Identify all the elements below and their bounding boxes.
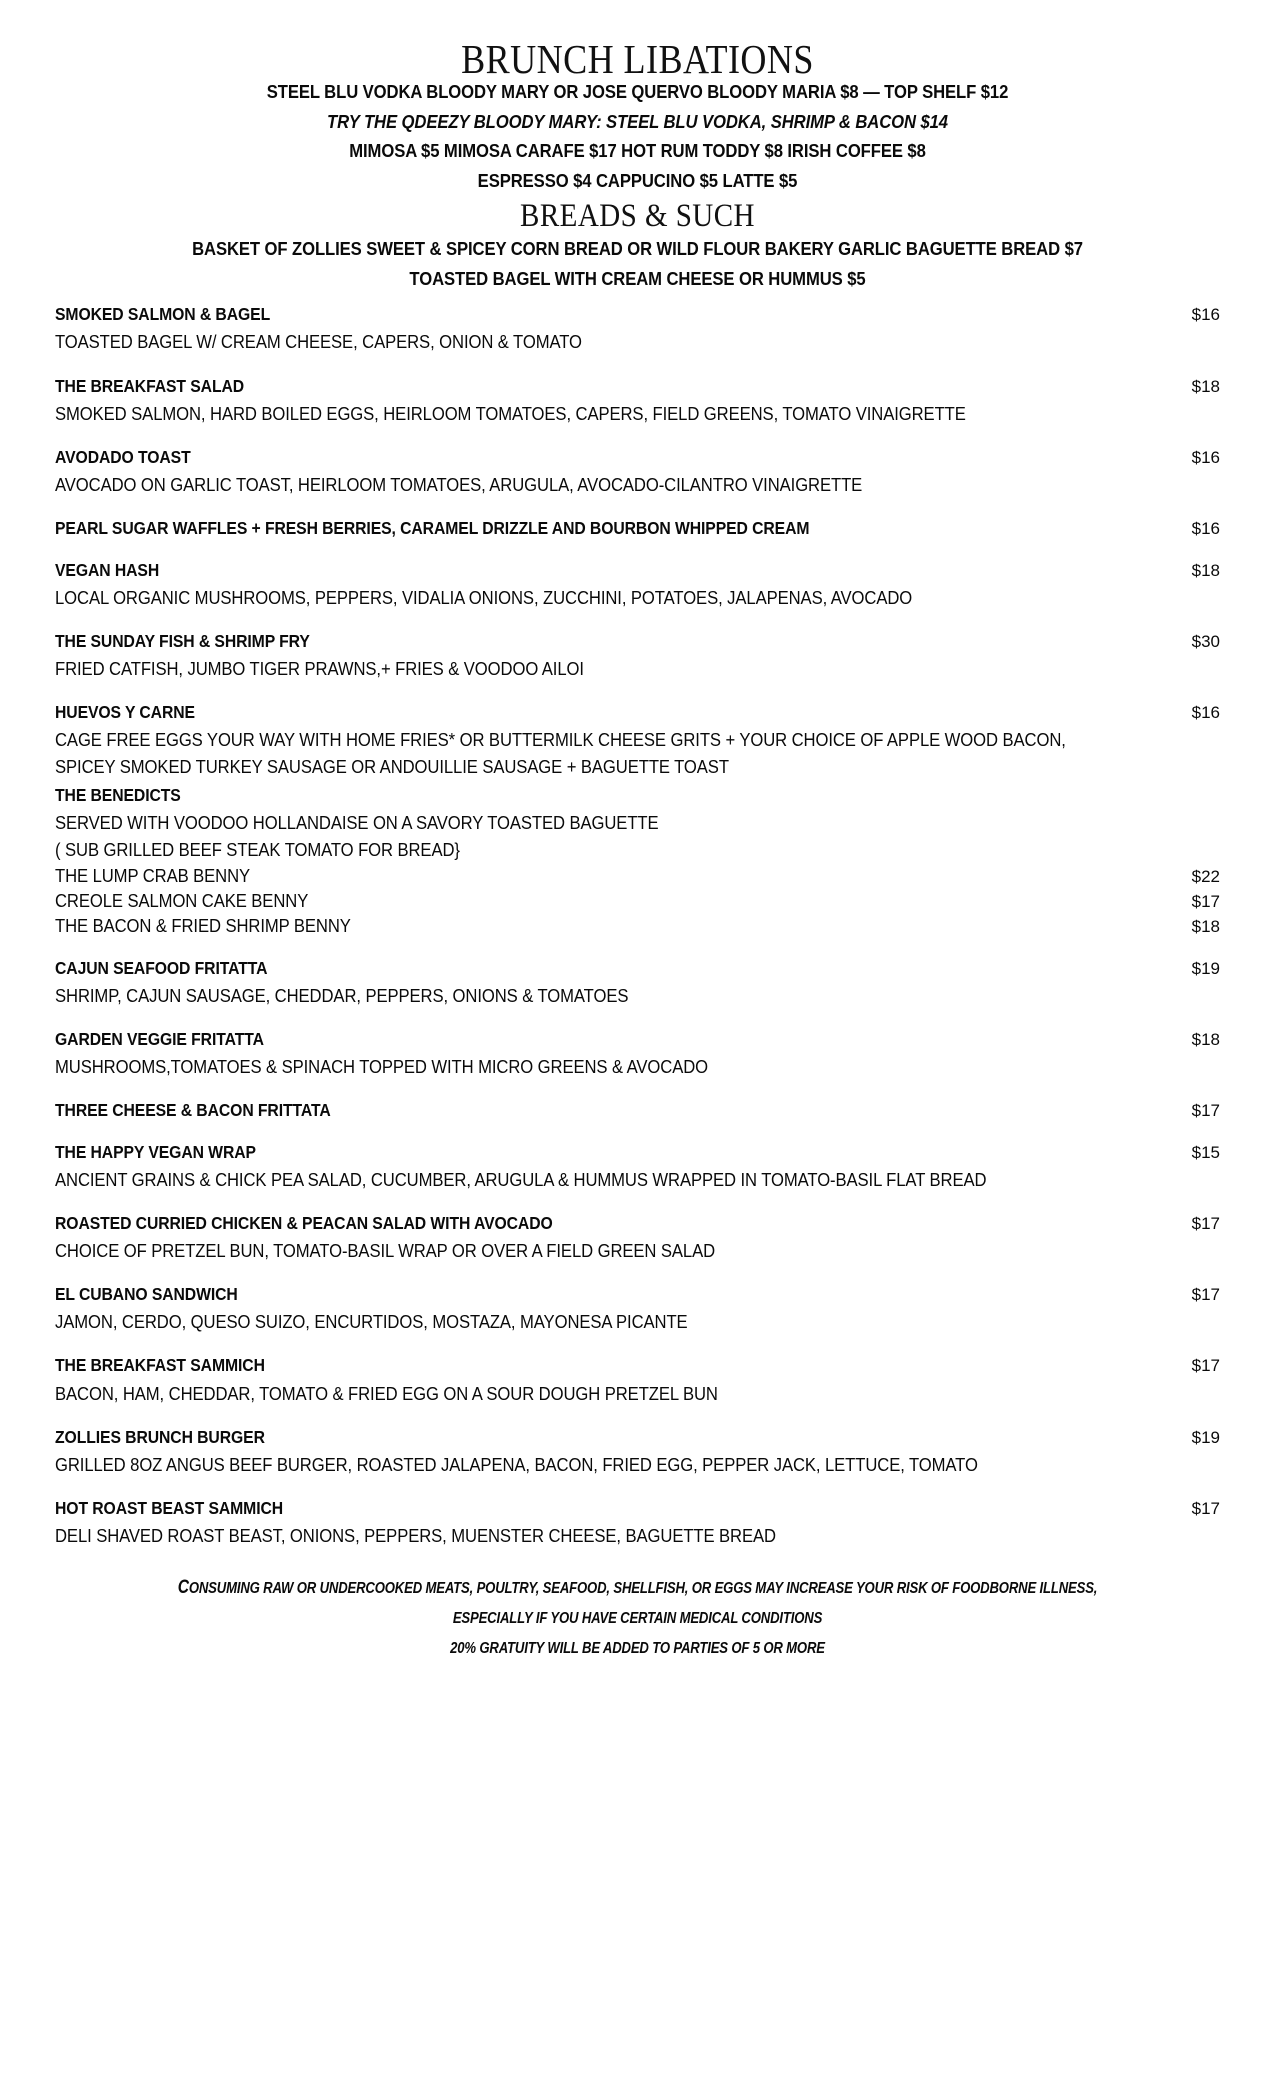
menu-item[interactable]	[55, 958, 1220, 1008]
disclaimer-lead-cap: C	[177, 1576, 189, 1598]
menu-item[interactable]	[55, 1284, 1220, 1334]
menu-item-name: HOT ROAST BEAST SAMMICH	[55, 1497, 284, 1518]
menu-item-price: $19	[1191, 1427, 1220, 1447]
menu-item-description: SMOKED SALMON, HARD BOILED EGGS, HEIRLOOM TOMATOES, CAPERS, FIELD GREENS, TOMATO VINAIGRETTE	[55, 402, 966, 424]
libation-line-espresso: ESPRESSO $4 CAPPUCINO $5 LATTE $5	[477, 169, 798, 191]
menu-item-header	[55, 518, 1220, 539]
menu-item-name: VEGAN HASH	[55, 559, 160, 580]
menu-item[interactable]	[55, 1100, 1220, 1121]
menu-item-price: $16	[1191, 702, 1220, 722]
menu-item[interactable]	[55, 518, 1220, 539]
menu-item-header	[55, 958, 1220, 979]
menu-item-description: AVOCADO ON GARLIC TOAST, HEIRLOOM TOMATOES, ARUGULA, AVOCADO-CILANTRO VINAIGRETTE	[55, 473, 863, 495]
menu-item-name: PEARL SUGAR WAFFLES + FRESH BERRIES, CARAMEL DRIZZLE AND BOURBON WHIPPED CREAM	[55, 517, 810, 538]
menu-item-price: $18	[1191, 560, 1220, 580]
menu-item[interactable]	[55, 447, 1220, 497]
benedict-option-price: $18	[1191, 916, 1220, 936]
benedicts-description: SERVED WITH VOODOO HOLLANDAISE ON A SAVORY TOASTED BAGUETTE	[55, 811, 659, 833]
benedict-option-row[interactable]	[55, 890, 1220, 912]
menu-item-price: $16	[1191, 518, 1220, 538]
menu-item-group-benedicts[interactable]	[55, 785, 1220, 937]
libation-line-qdeezy: TRY THE QDEEZY BLOODY MARY: STEEL BLU VODKA, SHRIMP & BACON $14	[327, 110, 948, 132]
menu-item[interactable]	[55, 702, 1220, 779]
menu-item-name: THREE CHEESE & BACON FRITTATA	[55, 1100, 331, 1121]
menu-item-list	[55, 304, 1220, 1547]
menu-item-description: JAMON, CERDO, QUESO SUIZO, ENCURTIDOS, MOSTAZA, MAYONESA PICANTE	[55, 1311, 688, 1333]
menu-item-header	[55, 1498, 1220, 1519]
menu-item-header	[55, 447, 1220, 468]
menu-item-price: $17	[1191, 1101, 1220, 1121]
menu-item-header	[55, 631, 1220, 652]
benedict-option-name: CREOLE SALMON CAKE BENNY	[55, 889, 309, 911]
footer-disclaimers	[55, 1578, 1220, 1657]
menu-item-header	[55, 1213, 1220, 1234]
menu-item-price: $30	[1191, 631, 1220, 651]
page-title-brunch-libations: BRUNCH LIBATIONS	[461, 36, 814, 82]
menu-item-header	[55, 1029, 1220, 1050]
menu-item-name: THE BREAKFAST SALAD	[55, 375, 245, 396]
menu-item-description: CAGE FREE EGGS YOUR WAY WITH HOME FRIES* OR BUTTERMILK CHEESE GRITS + YOUR CHOICE OF APPLE WOOD BACON,	[55, 728, 1066, 750]
menu-item-header	[55, 1142, 1220, 1163]
menu-item-name: CAJUN SEAFOOD FRITATTA	[55, 957, 268, 978]
menu-item-price: $17	[1191, 1285, 1220, 1305]
menu-item-description: GRILLED 8OZ ANGUS BEEF BURGER, ROASTED JALAPENA, BACON, FRIED EGG, PEPPER JACK, LETTUCE, TOMATO	[55, 1453, 978, 1475]
menu-item-description: TOASTED BAGEL W/ CREAM CHEESE, CAPERS, ONION & TOMATO	[55, 331, 582, 353]
menu-item[interactable]	[55, 1427, 1220, 1477]
benedicts-name: THE BENEDICTS	[55, 785, 181, 806]
menu-item[interactable]	[55, 1355, 1220, 1405]
menu-item-price: $17	[1191, 1498, 1220, 1518]
menu-item-name: GARDEN VEGGIE FRITATTA	[55, 1029, 264, 1050]
menu-item-price: $17	[1191, 1356, 1220, 1376]
menu-item-description: FRIED CATFISH, JUMBO TIGER PRAWNS,+ FRIES & VOODOO AILOI	[55, 657, 584, 679]
section-title-breads-and-such: BREADS & SUCH	[520, 198, 755, 235]
menu-item-header	[55, 1355, 1220, 1376]
menu-item-header	[55, 1284, 1220, 1305]
menu-item-price: $16	[1191, 305, 1220, 325]
menu-item-name: ZOLLIES BRUNCH BURGER	[55, 1426, 265, 1447]
menu-item-name: THE BREAKFAST SAMMICH	[55, 1355, 265, 1376]
menu-item[interactable]	[55, 304, 1220, 354]
benedicts-header	[55, 785, 1220, 806]
menu-item[interactable]	[55, 376, 1220, 426]
menu-item[interactable]	[55, 1498, 1220, 1548]
menu-item-price: $17	[1191, 1214, 1220, 1234]
menu-item-description: BACON, HAM, CHEDDAR, TOMATO & FRIED EGG ON A SOUR DOUGH PRETZEL BUN	[55, 1382, 718, 1404]
menu-item-header	[55, 1427, 1220, 1448]
menu-item-price: $18	[1191, 1030, 1220, 1050]
benedict-option-row[interactable]	[55, 915, 1220, 937]
menu-item-description: CHOICE OF PRETZEL BUN, TOMATO-BASIL WRAP OR OVER A FIELD GREEN SALAD	[55, 1240, 716, 1262]
menu-item[interactable]	[55, 1213, 1220, 1263]
menu-item-name: THE SUNDAY FISH & SHRIMP FRY	[55, 630, 310, 651]
menu-item[interactable]	[55, 560, 1220, 610]
disclaimer-raw-foods	[160, 1578, 1115, 1597]
menu-item[interactable]	[55, 631, 1220, 681]
menu-item-name: HUEVOS Y CARNE	[55, 701, 195, 722]
menu-item-header	[55, 702, 1220, 723]
menu-item-header	[55, 304, 1220, 325]
benedicts-substitution-note: ( SUB GRILLED BEEF STEAK TOMATO FOR BREAD}	[55, 838, 460, 860]
benedict-option-name: THE LUMP CRAB BENNY	[55, 864, 251, 886]
menu-item-name: THE HAPPY VEGAN WRAP	[55, 1142, 256, 1163]
menu-item-description: ANCIENT GRAINS & CHICK PEA SALAD, CUCUMBER, ARUGULA & HUMMUS WRAPPED IN TOMATO-BASIL FLAT BREAD	[55, 1169, 987, 1191]
breads-line-bagel: TOASTED BAGEL WITH CREAM CHEESE OR HUMMUS $5	[409, 267, 866, 289]
menu-item-price: $19	[1191, 958, 1220, 978]
menu-item-description: DELI SHAVED ROAST BEAST, ONIONS, PEPPERS, MUENSTER CHEESE, BAGUETTE BREAD	[55, 1524, 776, 1546]
benedict-option-price: $22	[1191, 866, 1220, 886]
libation-line-mimosa: MIMOSA $5 MIMOSA CARAFE $17 HOT RUM TODDY $8 IRISH COFFEE $8	[349, 140, 926, 162]
menu-item-header	[55, 376, 1220, 397]
menu-item-price: $15	[1191, 1143, 1220, 1163]
menu-item-header	[55, 560, 1220, 581]
menu-item-header	[55, 1100, 1220, 1121]
breads-line-basket: BASKET OF ZOLLIES SWEET & SPICEY CORN BREAD OR WILD FLOUR BAKERY GARLIC BAGUETTE BREAD $7	[192, 238, 1083, 260]
menu-item-description: SPICEY SMOKED TURKEY SAUSAGE OR ANDOUILLIE SAUSAGE + BAGUETTE TOAST	[55, 756, 729, 778]
menu-item[interactable]	[55, 1142, 1220, 1192]
menu-item-description: LOCAL ORGANIC MUSHROOMS, PEPPERS, VIDALIA ONIONS, ZUCCHINI, POTATOES, JALAPENAS, AVOCADO	[55, 586, 913, 608]
benedict-option-price: $17	[1191, 891, 1220, 911]
disclaimer-medical-conditions: ESPECIALLY IF YOU HAVE CERTAIN MEDICAL CONDITIONS	[452, 1609, 823, 1627]
menu-item-price: $16	[1191, 447, 1220, 467]
menu-item-name: EL CUBANO SANDWICH	[55, 1284, 238, 1305]
menu-item-name: AVODADO TOAST	[55, 446, 191, 467]
benedict-option-row[interactable]	[55, 865, 1220, 887]
menu-item-description: SHRIMP, CAJUN SAUSAGE, CHEDDAR, PEPPERS, ONIONS & TOMATOES	[55, 985, 629, 1006]
benedict-option-name: THE BACON & FRIED SHRIMP BENNY	[55, 914, 351, 936]
menu-item-description: MUSHROOMS,TOMATOES & SPINACH TOPPED WITH MICRO GREENS & AVOCADO	[55, 1056, 709, 1078]
menu-item-name: SMOKED SALMON & BAGEL	[55, 304, 271, 325]
disclaimer-gratuity: 20% GRATUITY WILL BE ADDED TO PARTIES OF 5 OR MORE	[450, 1639, 825, 1657]
menu-item[interactable]	[55, 1029, 1220, 1079]
libation-line-bloody-mary: STEEL BLU VODKA BLOODY MARY OR JOSE QUERVO BLOODY MARIA $8 — TOP SHELF $12	[266, 81, 1009, 103]
disclaimer-raw-foods-text: ONSUMING RAW OR UNDERCOOKED MEATS, POULTRY, SEAFOOD, SHELLFISH, OR EGGS MAY INCREASE YOUR RISK OF FOODBORNE ILLNESS,	[188, 1579, 1098, 1597]
menu-item-price: $18	[1191, 376, 1220, 396]
menu-item-name: ROASTED CURRIED CHICKEN & PEACAN SALAD WITH AVOCADO	[55, 1213, 553, 1234]
